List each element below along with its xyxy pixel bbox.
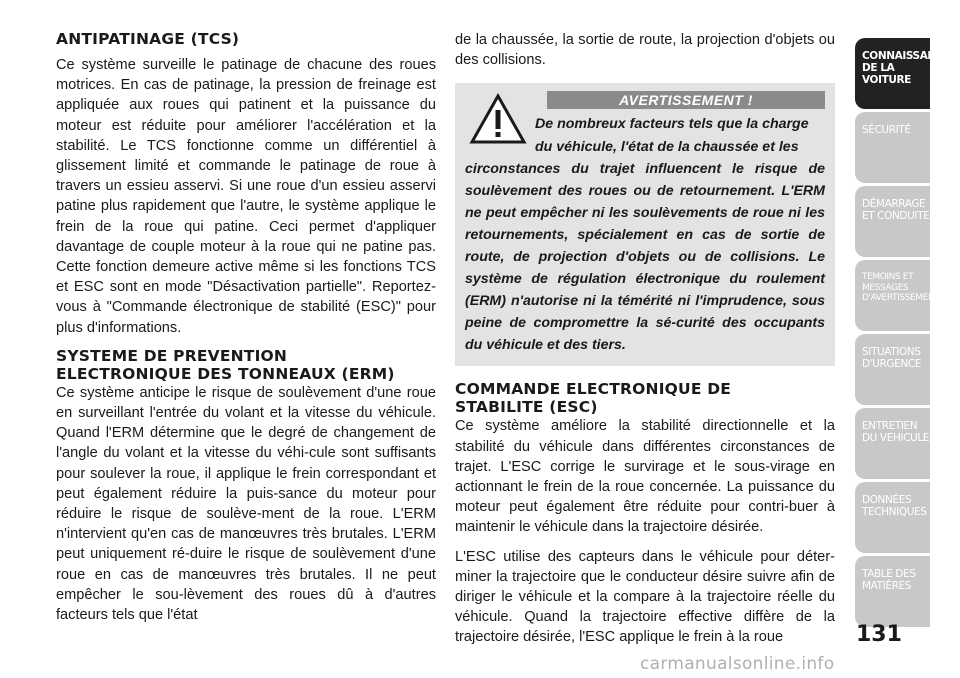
chapter-tabs xyxy=(855,38,950,630)
paragraph-esc-1: Ce système améliore la stabilité directionnelle et la stabilité du véhicule dans différentes circonstances de trajet. L'ESC corrige le survirage et le sous-virage en actionnant le frein de la roue concernée. La puissance du moteur peut également être réduite pour contri-buer à maintenir le véhicule dans la trajectoire désirée. xyxy=(455,418,835,536)
paragraph-erm: Ce système anticipe le risque de soulèvement d'une roue en surveillant l'entrée du volant et la vitesse du véhicule. Quand l'ERM détermine que le degré de changement de l'angle du volant et la vitesse du véhi-cule sont suffisants pour soulever la roue, il applique le frein correspondant et peut également réduire la puis-sance du moteur pour réduire le risque de soulève-ment de la roue. L'ERM n'intervient qu'en cas de manœuvres très brutales. L'ERM peut uniquement ré-duire le risque de soulèvement d'une roue en cas de manœuvres très brutales. Il ne peut empêcher le sou-lèvement des roues dû à d'autres facteurs tels que l'état xyxy=(56,384,436,624)
section-heading-esc xyxy=(455,380,835,416)
tab-entretien[interactable]: ENTRETIEN DU VEHICULE xyxy=(855,408,930,479)
tab-temoins[interactable]: TEMOINS ET MESSAGES D'AVERTISSEMENT xyxy=(855,260,930,331)
tab-securite[interactable]: SÉCURITÉ xyxy=(855,112,930,183)
tab-donnees[interactable]: DONNÉES TECHNIQUES xyxy=(855,482,930,553)
warning-text-line1: De nombreux facteurs tels que la charge xyxy=(535,116,809,133)
paragraph-continued: de la chaussée, la sortie de route, la projection d'objets ou des collisions. xyxy=(455,32,835,69)
section-heading-erm xyxy=(56,347,436,383)
warning-text xyxy=(465,113,825,356)
section-heading-erm-line1: SYSTEME DE PREVENTION xyxy=(56,346,288,365)
page-number: 131 xyxy=(856,622,902,647)
tab-situations[interactable]: SITUATIONS D'URGENCE xyxy=(855,334,930,405)
section-heading-erm-line2: ELECTRONIQUE DES TONNEAUX (ERM) xyxy=(56,364,395,383)
warning-text-rest: circonstances du trajet influencent le risque de soulèvement des roues ou de retournement. L'ERM ne peut empêcher ni les soulèvements de roue ni les retournements, spécialement en cas de sortie de route, de projection d'objets ou de collisions. Le système de régulation électronique du roulement (ERM) n'autorise ni la témérité ni l'imprudence, sous peine de compromettre la sé-curité des occupants du véhicule et des tiers. xyxy=(465,160,825,354)
warning-title: AVERTISSEMENT ! xyxy=(547,91,825,109)
tab-connaissance[interactable]: CONNAISSANCE DE LA VOITURE xyxy=(855,38,930,109)
warning-text-line2: du véhicule, l'état de la chaussée et les xyxy=(535,138,799,155)
paragraph-tcs: Ce système surveille le patinage de chacune des roues motrices. En cas de patinage, la pression de freinage est appliquée aux roues qui patinent et la puissance du moteur est réduite pour améliorer l'accélération et la stabilité. Le TCS fonctionne comme un différentiel à glissement limité et commande le patinage de roue à travers un essieu asservi. Si une roue d'un essieu asservi patine plus rapidement que l'autre, le système applique le frein de la roue qui patine. Ceci permet d'appliquer davantage de couple moteur à la roue qui ne patine pas. Cette fonction demeure active même si les fonctions TCS et ESC sont en mode "Désactivation partielle". Reportez-vous à "Commande électronique de stabilité (ESC)" pour plus d'informations. xyxy=(56,57,436,336)
tab-table[interactable]: TABLE DES MATIÈRES xyxy=(855,556,930,627)
paragraph-esc-2: L'ESC utilise des capteurs dans le véhicule pour déter-miner la trajectoire que le conducteur désire suivre afin de diriger le véhicule et la compare à la trajectoire réelle du véhicule. Quand la trajectoire effective diffère de la trajectoire désirée, l'ESC applique le frein à la roue xyxy=(455,548,835,646)
section-heading-esc-line2: STABILITE (ESC) xyxy=(455,398,598,417)
tab-demarrage[interactable]: DÉMARRAGE ET CONDUITE xyxy=(855,186,930,257)
left-column xyxy=(56,30,436,625)
warning-triangle-icon xyxy=(469,93,527,145)
watermark: carmanualsonline.info xyxy=(640,654,835,674)
section-heading-tcs: ANTIPATINAGE (TCS) xyxy=(56,30,240,48)
section-heading-esc-line1: COMMANDE ELECTRONIQUE DE xyxy=(455,380,732,399)
right-column xyxy=(455,30,835,648)
warning-box xyxy=(455,83,835,366)
